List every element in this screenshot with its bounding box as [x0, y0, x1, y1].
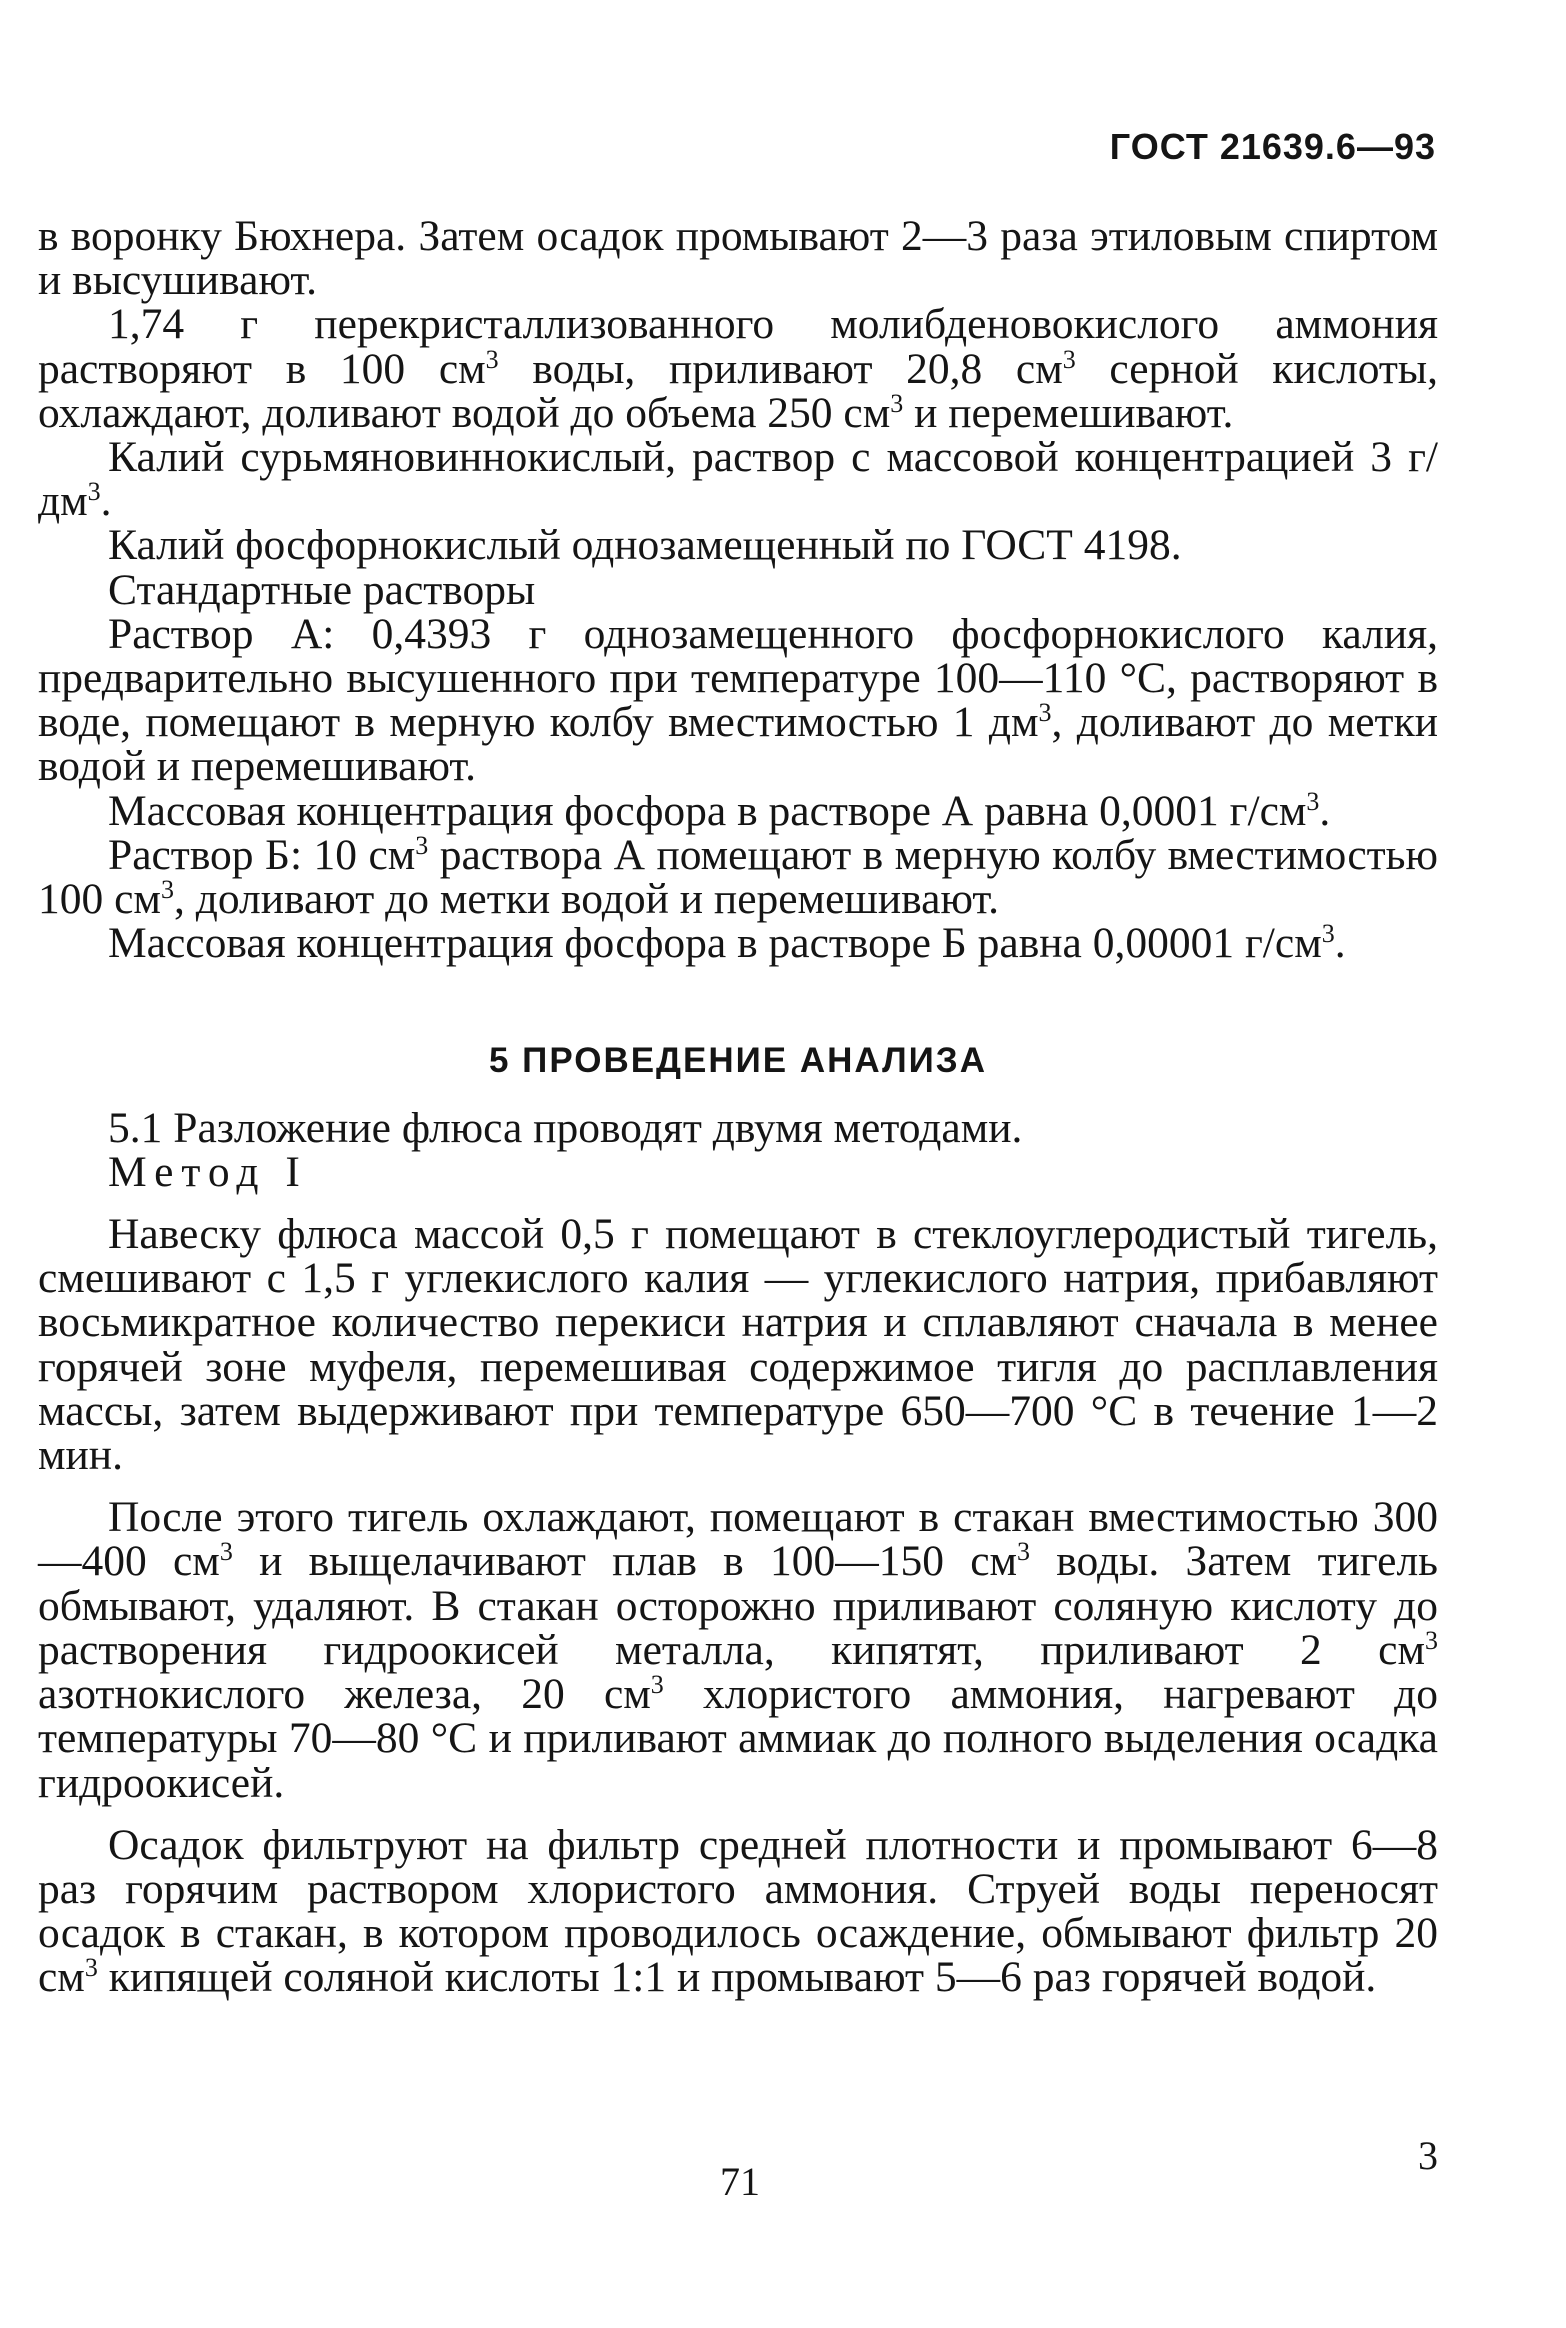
- method-label: Метод I: [108, 1147, 308, 1196]
- document-body: [38, 214, 1438, 2000]
- section-intro: 5.1 Разложение флюса проводят двумя методами.: [108, 1103, 1023, 1152]
- sheet-number: 3: [1418, 2133, 1438, 2178]
- paragraph-solution-a-concentration: Массовая концентрация фосфора в растворе А равна 0,0001 $г/см^3$.: [108, 786, 1331, 835]
- paragraph-reagent-phosphate: Калий фосфорнокислый однозамещенный по ГОСТ 4198.: [108, 521, 1182, 570]
- paragraph-method-filtering: Осадок фильтруют на фильтр средней плотности и промывают 6—8 раз горячим раствором хлористого аммония. Струей воды переносят осадок в стакан, в котором проводилось осаждение, обмывают фильтр 20 $см^3$ кипящей соляной кислоты 1:1 и промывают 5—6 раз горячей водой.: [38, 1820, 1438, 2002]
- paragraph-solution-b-concentration: Массовая концентрация фосфора в растворе Б равна 0,00001 $г/см^3$.: [108, 919, 1346, 968]
- paragraph-method-leaching: После этого тигель охлаждают, помещают в стакан вместимостью 300—400 $см^3$ и выщелачивают плав в 100—150 $см^3$ воды. Затем тигель обмывают, удаляют. В стакан осторожно приливают соляную кислоту до растворения гидроокисей металла, кипятят, приливают 2 $см^3$ азотнокислого железа, 20 $см^3$ хлористого аммония, нагревают до температуры 70—80 °С и приливают аммиак до полного выделения осадка гидроокисей.: [38, 1493, 1438, 1807]
- paragraph-standard-solutions: Стандартные растворы: [108, 565, 536, 614]
- paragraph-continuation: в воронку Бюхнера. Затем осадок промывают 2—3 раза этиловым спиртом и высушивают.: [38, 212, 1438, 305]
- section-title: 5 ПРОВЕДЕНИЕ АНАЛИЗА: [488, 1041, 988, 1081]
- paragraph-solution-b: Раствор Б: 10 $см^3$ раствора А помещают в мерную колбу вместимостью 100 $см^3$, доливают до метки водой и перемешивают.: [38, 830, 1438, 924]
- paragraph-reagent-antimony: Калий сурьмяновиннокислый, раствор с массовой концентрацией 3 $г/дм^3$.: [38, 433, 1438, 526]
- page-number: 71: [720, 2159, 760, 2204]
- paragraph-reagent-molybdate: 1,74 г перекристаллизованного молибденовокислого аммония растворяют в 100 $см^3$ воды, приливают 20,8 $см^3$ серной кислоты, охлаждают, доливают водой до объема 250 $см^3$ и перемешивают.: [38, 300, 1439, 437]
- page-header-standard: ГОСТ 21639.6—93: [1109, 126, 1436, 167]
- paragraph-solution-a: Раствор А: 0,4393 г однозамещенного фосфорнокислого калия, предварительно высушенного при температуре 100—110 °С, растворяют в воде, помещают в мерную колбу вместимостью 1 $дм^3$, доливают до метки водой и перемешивают.: [38, 609, 1438, 791]
- paragraph-method-fusion: Навеску флюса массой 0,5 г помещают в стеклоуглеродистый тигель, смешивают с 1,5 г углекислого калия — углекислого натрия, прибавляют восьмикратное количество перекиси натрия и сплавляют сначала в менее горячей зоне муфеля, перемешивая содержимое тигля до расплавления массы, затем выдерживают при температуре 650—700 °С в течение 1—2 мин.: [38, 1210, 1438, 1480]
